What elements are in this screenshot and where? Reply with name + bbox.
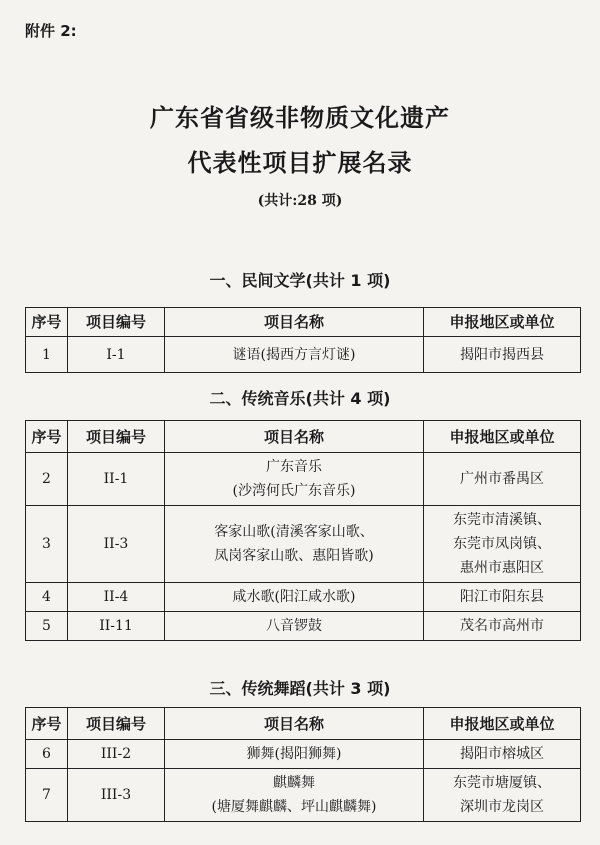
table-row: [26, 453, 581, 506]
cell-region: 阳江市阳东县: [424, 583, 581, 612]
header-name: 项目名称: [165, 421, 424, 453]
cell-region: 东莞市清溪镇、 东莞市凤岗镇、 惠州市惠阳区: [424, 506, 581, 583]
table-row: [26, 769, 581, 822]
cell-name: 客家山歌(清溪客家山歌、 凤岗客家山歌、惠阳皆歌): [165, 506, 424, 583]
header-code: 项目编号: [68, 421, 165, 453]
document-title-line-1: 广东省省级非物质文化遗产: [150, 104, 450, 132]
section-title-folk-literature: 一、民间文学(共计 1 项): [209, 271, 391, 290]
section-title-traditional-music: 二、传统音乐(共计 4 项): [209, 389, 391, 408]
header-number: 序号: [26, 421, 68, 453]
table-header-row: [26, 421, 581, 453]
cell-number: 5: [26, 612, 68, 641]
cell-number: 4: [26, 583, 68, 612]
table-row: [26, 506, 581, 583]
table-row: [26, 583, 581, 612]
cell-number: 1: [26, 337, 68, 373]
cell-number: 2: [26, 453, 68, 506]
header-number: 序号: [26, 308, 68, 337]
table-header-row: [26, 308, 581, 337]
header-region: 申报地区或单位: [424, 421, 581, 453]
cell-region: 茂名市高州市: [424, 612, 581, 641]
header-number: 序号: [26, 708, 68, 740]
cell-name: 八音锣鼓: [165, 612, 424, 641]
cell-number: 7: [26, 769, 68, 822]
cell-region: 揭阳市揭西县: [424, 337, 581, 373]
cell-name: 麒麟舞 (塘厦舞麒麟、坪山麒麟舞): [165, 769, 424, 822]
cell-number: 6: [26, 740, 68, 769]
cell-region: 揭阳市榕城区: [424, 740, 581, 769]
folk-literature-table: [25, 307, 581, 373]
cell-name: 咸水歌(阳江咸水歌): [165, 583, 424, 612]
table-row: [26, 740, 581, 769]
table-row: [26, 612, 581, 641]
traditional-music-table: [25, 420, 581, 641]
table-header-row: [26, 708, 581, 740]
cell-code: III-3: [68, 769, 165, 822]
section-title-traditional-dance: 三、传统舞蹈(共计 3 项): [209, 679, 391, 698]
total-count: (共计:28 项): [257, 193, 343, 209]
header-region: 申报地区或单位: [424, 308, 581, 337]
table-row: [26, 337, 581, 373]
header-name: 项目名称: [165, 308, 424, 337]
cell-code: III-2: [68, 740, 165, 769]
cell-name: 广东音乐 (沙湾何氏广东音乐): [165, 453, 424, 506]
cell-region: 东莞市塘厦镇、 深圳市龙岗区: [424, 769, 581, 822]
cell-code: II-1: [68, 453, 165, 506]
cell-name: 狮舞(揭阳狮舞): [165, 740, 424, 769]
header-name: 项目名称: [165, 708, 424, 740]
header-code: 项目编号: [68, 308, 165, 337]
document-title-line-2: 代表性项目扩展名录: [187, 149, 413, 177]
header-region: 申报地区或单位: [424, 708, 581, 740]
cell-code: II-4: [68, 583, 165, 612]
attachment-label: 附件 2:: [25, 22, 77, 40]
cell-name: 谜语(揭西方言灯谜): [165, 337, 424, 373]
cell-number: 3: [26, 506, 68, 583]
cell-code: II-11: [68, 612, 165, 641]
header-code: 项目编号: [68, 708, 165, 740]
cell-code: II-3: [68, 506, 165, 583]
cell-code: I-1: [68, 337, 165, 373]
cell-region: 广州市番禺区: [424, 453, 581, 506]
traditional-dance-table: [25, 707, 581, 822]
